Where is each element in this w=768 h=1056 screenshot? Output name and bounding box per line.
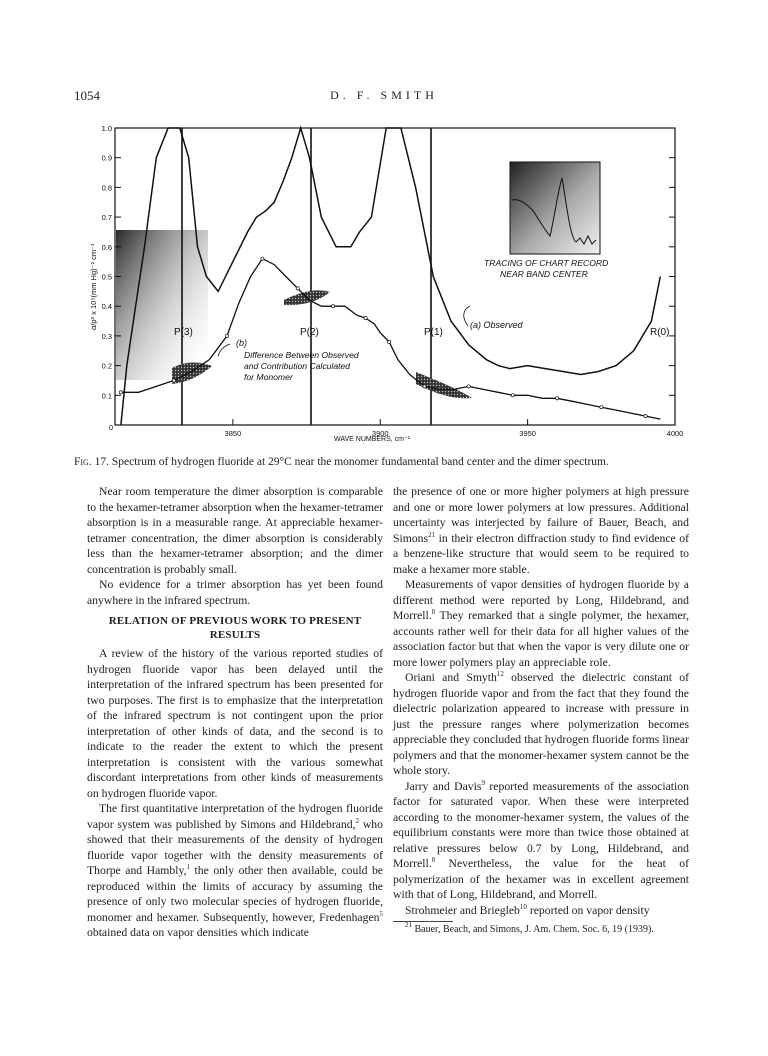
data-point [511,394,514,397]
data-point [388,340,391,343]
label-p1: P(1) [424,327,443,338]
data-point [172,379,175,382]
text-run: obtained data on vapor densities which indicate [87,926,309,939]
annotation-b-line-2: and Contribution Calculated [244,361,351,371]
label-p3: P(3) [174,327,193,338]
y-tick-label: 0.3 [101,331,112,341]
text-run: Strohmeier and Briegleb [405,903,520,917]
label-r0: R(0) [650,327,670,338]
figure-caption [74,455,699,469]
y-axis-label: α/p² x 10⁵(mm Hg)⁻² cm⁻¹ [89,243,98,330]
shading-artifact [116,230,208,380]
paragraph: Near room temperature the dimer absorption is comparable to the hexamer-tetramer absorption when the hexamer-tetramer absorption is in a measurable range. At appreciable hexamer-tetramer concentration, the dimer absorption is considerably less than the hexamer-tetramer absorption; and the dimer concentration is probably small. [87,485,383,576]
reference-marker: 2 [355,816,360,825]
page-number: 1054 [74,88,100,103]
paragraph [393,577,689,670]
data-point [423,385,426,388]
text-run: in their electron diffraction study to find evidence of a benzene-like structure that would seem to be required to make a hexamer more stable. [393,531,689,576]
paragraph: No evidence for a trimer absorption has yet been found anywhere in the infrared spectrum. [87,578,383,607]
y-tick-label: 0.6 [101,242,112,252]
footnote-marker: 21 [405,921,412,929]
paragraph [393,670,689,779]
y-tick-label: 0.5 [101,272,112,282]
text-run: the only other then available, could be reproduced within the limits of accuracy by assuming the presence of only two molecular species of hydrogen fluoride, monomer and hexamer. Subsequently, however, Fredenhagen [87,864,383,924]
x-tick-label: 3850 [224,429,242,438]
reference-marker: 12 [496,670,504,678]
x-tick-label: 3900 [371,429,389,438]
annotation-b-id: (b) [236,338,247,348]
paragraph: A review of the history of the various reported studies of hydrogen fluoride vapor has been delayed until the interpretation of the infrared spectrum has been presented for two purposes. The first is to emphasize that the interpretation of the infrared spectrum is not contingent upon the prior interpretation of other kinds of data, and the second is to indicate to the reader the extent to which the present interpretation is consistent with the various somewhat discordant interpretations from other kinds of measurements on hydrogen fluoride vapor. [87,647,383,800]
y-tick-label: 0.9 [101,153,112,163]
y-tick-label: 0.8 [101,183,112,193]
footnote [393,921,689,936]
data-point [556,397,559,400]
reference-marker: 1 [186,863,190,871]
text-run: reported measurements of the association factor for saturated vapor. When these were interpreted according to the monomer-hexamer system, the values of the equilibrium constants were more than twice those obtained at relative pressures below 0.7 by Long, Hildebrand, and Morrell. [393,779,689,870]
footnote-text: Bauer, Beach, and Simons, J. Am. Chem. Soc. 6, 19 (1939). [412,924,654,935]
text-run: reported on vapor density [526,903,650,917]
paragraph [393,779,689,903]
figure-17 [0,0,768,480]
y-tick-label: 0.7 [101,213,112,223]
figure-caption-label: Fig. 17. [74,456,109,468]
data-point [332,305,335,308]
x-tick-label: 3950 [519,429,536,438]
data-point [467,385,470,388]
text-run: Measurements of vapor densities of hydrogen fluoride by a different method were reported by Long, Hildebrand, and Morrell. [393,578,689,622]
paragraph [393,484,689,577]
reference-marker: 9 [481,778,485,787]
label-p2: P(2) [300,327,319,338]
right-column [393,484,689,936]
spectrum-chart [0,0,768,470]
paragraph [393,903,689,919]
running-head-author: D. F. SMITH [330,88,438,102]
reference-marker: 8 [431,856,436,864]
inset-tracing [510,162,600,254]
x-tick-label: 4000 [666,429,684,438]
annotation-observed: (a) Observed [470,320,523,330]
text-run: the presence of one or more higher polymers at high pressure and one or more lower polymers at low pressures. Additional uncertainty was interjected by failure of Bauer, Beach, and Simons [393,485,689,545]
reference-marker: 10 [519,902,527,911]
inset-caption-line-1: TRACING OF CHART RECORD [484,258,609,268]
text-run: They remarked that a single polymer, the hexamer, accounts rather well for their data for all higher values of the association factor but that when the vapor is very dilute one or more lower polymers play an appreciable role. [393,609,689,669]
data-point [261,257,264,260]
reference-marker: 5 [379,909,383,918]
text-run: observed the dielectric constant of hydrogen fluoride vapor and from the fact that they found the dielectric polarization appeared to increase with pressure in just the pressure ranges where polymerization becomes appreciable they concluded that hydrogen fluoride forms linear polymers and that the monomer-hexamer system cannot be the whole story. [393,671,689,777]
footnote-rule [393,921,453,922]
annotation-b-line-1: Difference Between Observed [244,350,359,360]
annotation-b-line-3: for Monomer [244,372,293,382]
x-tick-label: 0 [108,423,113,432]
text-run: The first quantitative interpretation of the hydrogen fluoride vapor system was published by Simons and Hildebrand, [87,802,383,831]
data-point [296,287,299,290]
left-column [87,484,383,941]
paragraph [87,801,383,941]
data-point [600,406,603,409]
text-run: Oriani and Smyth [405,671,497,684]
reference-marker: 21 [428,530,436,539]
text-run: Nevertheless, the value for the heat of polymerization of the hexamer was in excellent agreement with that of Long, Hildebrand, and Morrell. [393,857,689,901]
section-heading: RELATION OF PREVIOUS WORK TO PRESENT RESULTS [108,615,362,641]
inset-caption-line-2: NEAR BAND CENTER [500,269,588,279]
y-tick-label: 0.4 [101,302,112,312]
data-point [225,334,228,337]
reference-marker: 8 [431,608,436,616]
data-point [364,316,367,319]
y-tick-label: 1.0 [101,124,112,133]
text-run: who showed that their measurements of the density of hydrogen fluoride vapor together with the density measurements of Thorpe and Hambly, [87,817,383,877]
y-tick-label: 0.1 [101,391,112,401]
figure-caption-text: Spectrum of hydrogen fluoride at 29°C near the monomer fundamental band center and the dimer spectrum. [108,456,609,468]
x-axis-label: WAVE NUMBERS, cm⁻¹ [334,436,411,443]
data-point [119,391,122,394]
text-run: Jarry and Davis [405,779,482,793]
y-tick-label: 0.2 [101,361,112,371]
data-point [644,414,647,417]
